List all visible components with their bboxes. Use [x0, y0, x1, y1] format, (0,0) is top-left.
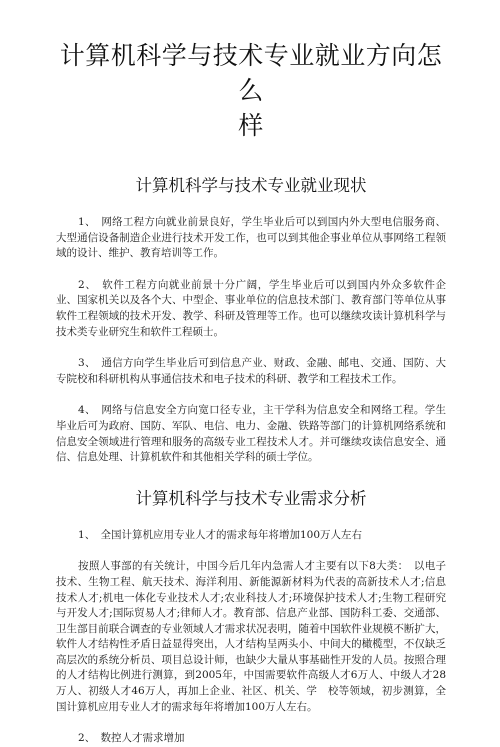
document-title-line-2: 样 [238, 111, 264, 140]
paragraph-software-engineering: 2、 软件工程方向就业前景十分广阔，学生毕业后可以到国内外众多软件企业、国家机关以及各个大、中型企、事业单位的信息技术部门、教育部门等单位从事软件工程领域的技术开发、教学、科研及管理等工作。也可以继续攻读计算机科学与技术类专业研究生和软件工程硕士。 [56, 278, 446, 338]
paragraph-communication: 3、 通信方向学生毕业后可到信息产业、财政、金融、邮电、交通、国防、大专院校和科研机构从事通信技术和电子技术的科研、教学和工程技术工作。 [56, 357, 446, 385]
section-heading-employment-status: 计算机科学与技术专业就业现状 [135, 176, 367, 195]
paragraph-demand-item-2: 2、 数控人才需求增加 [78, 732, 185, 745]
paragraph-network-engineering: 1、 网络工程方向就业前景良好，学生毕业后可以到国内外大型电信服务商、大型通信设备制造企业进行技术开发工作，也可以到其他企事业单位从事网络工程领域的设计、维护、教育培训等工作。 [56, 216, 446, 260]
paragraph-demand-statistics: 按照人事部的有关统计，中国今后几年内急需人才主要有以下8大类： 以电子技术、生物工程、航天技术、海洋利用、新能源新材料为代表的高新技术人才;信息技术人才;机电一体化专业技术人才;农业科技人才;环境保护技术人才;生物工程研究与开发人才;国际贸易人才;律师人才。教育部、信息产业部、国防科工委、交通部、卫生部目前联合调查的专业领域人才需求状况表明，随着中国软件业规模不断扩大，软件人才结构性矛盾日益显得突出，人才结构呈两头小、中间大的橄榄型，不仅缺乏高层次的系统分析员、项目总设计师，也缺少大量从事基础性开发的人员。按照合理的人才结构比例进行测算，到2005年，中国需要软件高级人才6万人、中级人才28万人、初级人才46万人，再加上企业、社区、机关、学 校等领域，初步测算，全国计算机应用专业人才的需求每年将增加100万人左右。 [56, 560, 446, 713]
section-heading-demand-analysis: 计算机科学与技术专业需求分析 [135, 488, 367, 508]
document-title-line-1: 计算机科学与技术专业就业方向怎么 [59, 41, 443, 105]
paragraph-network-security: 4、 网络与信息安全方向宽口径专业，主干学科为信息安全和网络工程。学生毕业后可为政府、国防、军队、电信、电力、金融、铁路等部门的计算机网络系统和信息安全领域进行管理和服务的高级专业工程技术人才。并可继续攻读信息安全、通信、信息处理、计算机软件和其他相关学科的硕士学位。 [56, 404, 446, 464]
paragraph-demand-item-1: 1、 全国计算机应用专业人才的需求每年将增加100万人左右 [78, 528, 363, 541]
document-title [56, 38, 446, 143]
